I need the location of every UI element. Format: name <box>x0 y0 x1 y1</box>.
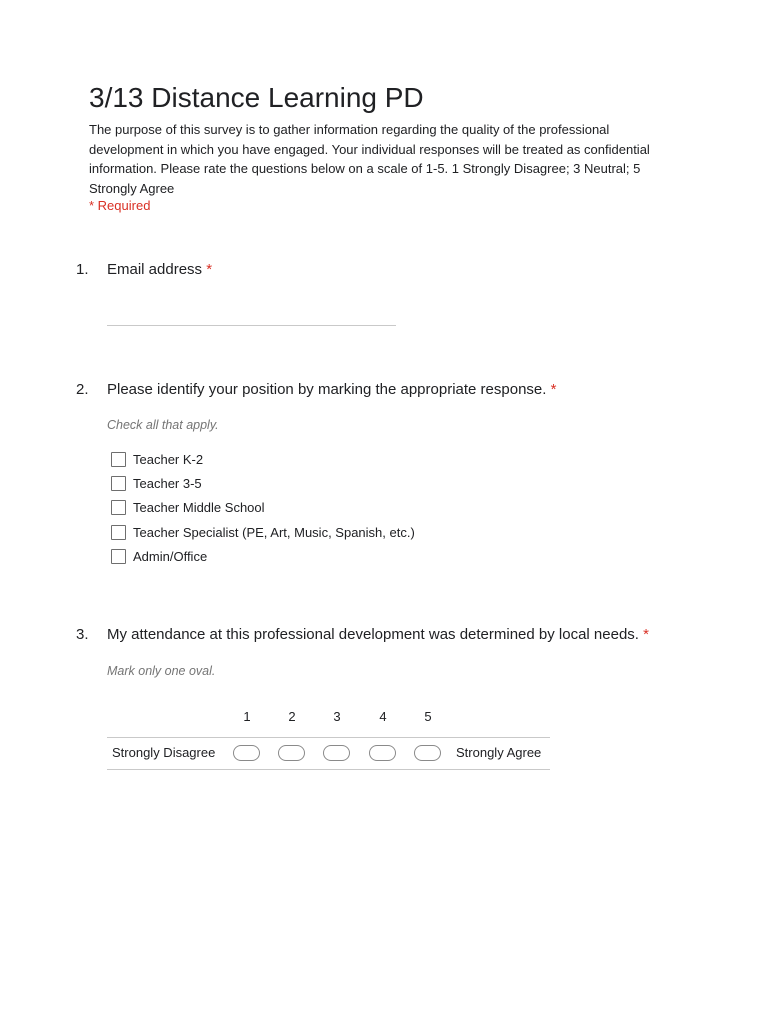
position-option-middle-school[interactable] <box>111 498 265 516</box>
scale-number-2: 2 <box>288 709 296 724</box>
question-2-text <box>107 381 556 398</box>
scale-oval-4[interactable] <box>369 745 396 761</box>
checkbox[interactable] <box>111 525 126 540</box>
question-1-text <box>107 261 212 278</box>
question-2-label: Please identify your position by marking the appropriate response. <box>107 381 547 398</box>
question-1-label: Email address <box>107 261 203 278</box>
scale-low-label: Strongly Disagree <box>112 745 216 760</box>
scale-oval-2[interactable] <box>278 745 305 761</box>
scale-divider-bottom <box>107 769 550 770</box>
checkbox[interactable] <box>111 452 126 467</box>
checkbox[interactable] <box>111 476 126 491</box>
checkbox[interactable] <box>111 549 126 564</box>
question-1-required-marker: * <box>206 261 213 278</box>
checkbox[interactable] <box>111 500 126 515</box>
option-label: Teacher Middle School <box>133 499 265 515</box>
option-label: Teacher 3-5 <box>133 475 202 491</box>
scale-oval-3[interactable] <box>323 745 350 761</box>
option-label: Teacher Specialist (PE, Art, Music, Spanish, etc.) <box>133 524 415 540</box>
position-option-k2[interactable] <box>111 450 203 468</box>
question-2-required-marker: * <box>550 381 557 398</box>
scale-oval-1[interactable] <box>233 745 260 761</box>
question-2-hint: Check all that apply. <box>107 418 219 432</box>
scale-number-5: 5 <box>424 709 432 724</box>
option-label: Teacher K-2 <box>133 451 204 467</box>
scale-high-label: Strongly Agree <box>456 745 542 760</box>
email-field[interactable] <box>107 325 396 326</box>
required-note: * Required <box>89 198 151 213</box>
question-3-hint: Mark only one oval. <box>107 664 216 678</box>
question-3-number: 3. <box>76 626 89 643</box>
form-description: The purpose of this survey is to gather information regarding the quality of the professional development in which you have engaged. Your individual responses will be treated as confidential information. Please rate the questions below on a scale of 1-5. 1 Strongly Disagree; 3 Neutral; 5 Strongly Agree <box>89 122 650 196</box>
question-2-number: 2. <box>76 381 89 398</box>
scale-number-3: 3 <box>333 709 341 724</box>
option-label: Admin/Office <box>133 548 208 564</box>
scale-number-1: 1 <box>243 709 251 724</box>
scale-divider-top <box>107 737 550 738</box>
question-3-text <box>107 626 649 643</box>
form-title: 3/13 Distance Learning PD <box>89 82 424 113</box>
scale-oval-5[interactable] <box>414 745 441 761</box>
question-1-number: 1. <box>76 261 89 278</box>
position-option-admin[interactable] <box>111 547 207 565</box>
position-option-specialist[interactable] <box>111 523 415 541</box>
scale-number-4: 4 <box>379 709 387 724</box>
position-option-3-5[interactable] <box>111 474 202 492</box>
question-3-label: My attendance at this professional development was determined by local needs. <box>107 626 639 643</box>
question-3-required-marker: * <box>643 626 649 643</box>
